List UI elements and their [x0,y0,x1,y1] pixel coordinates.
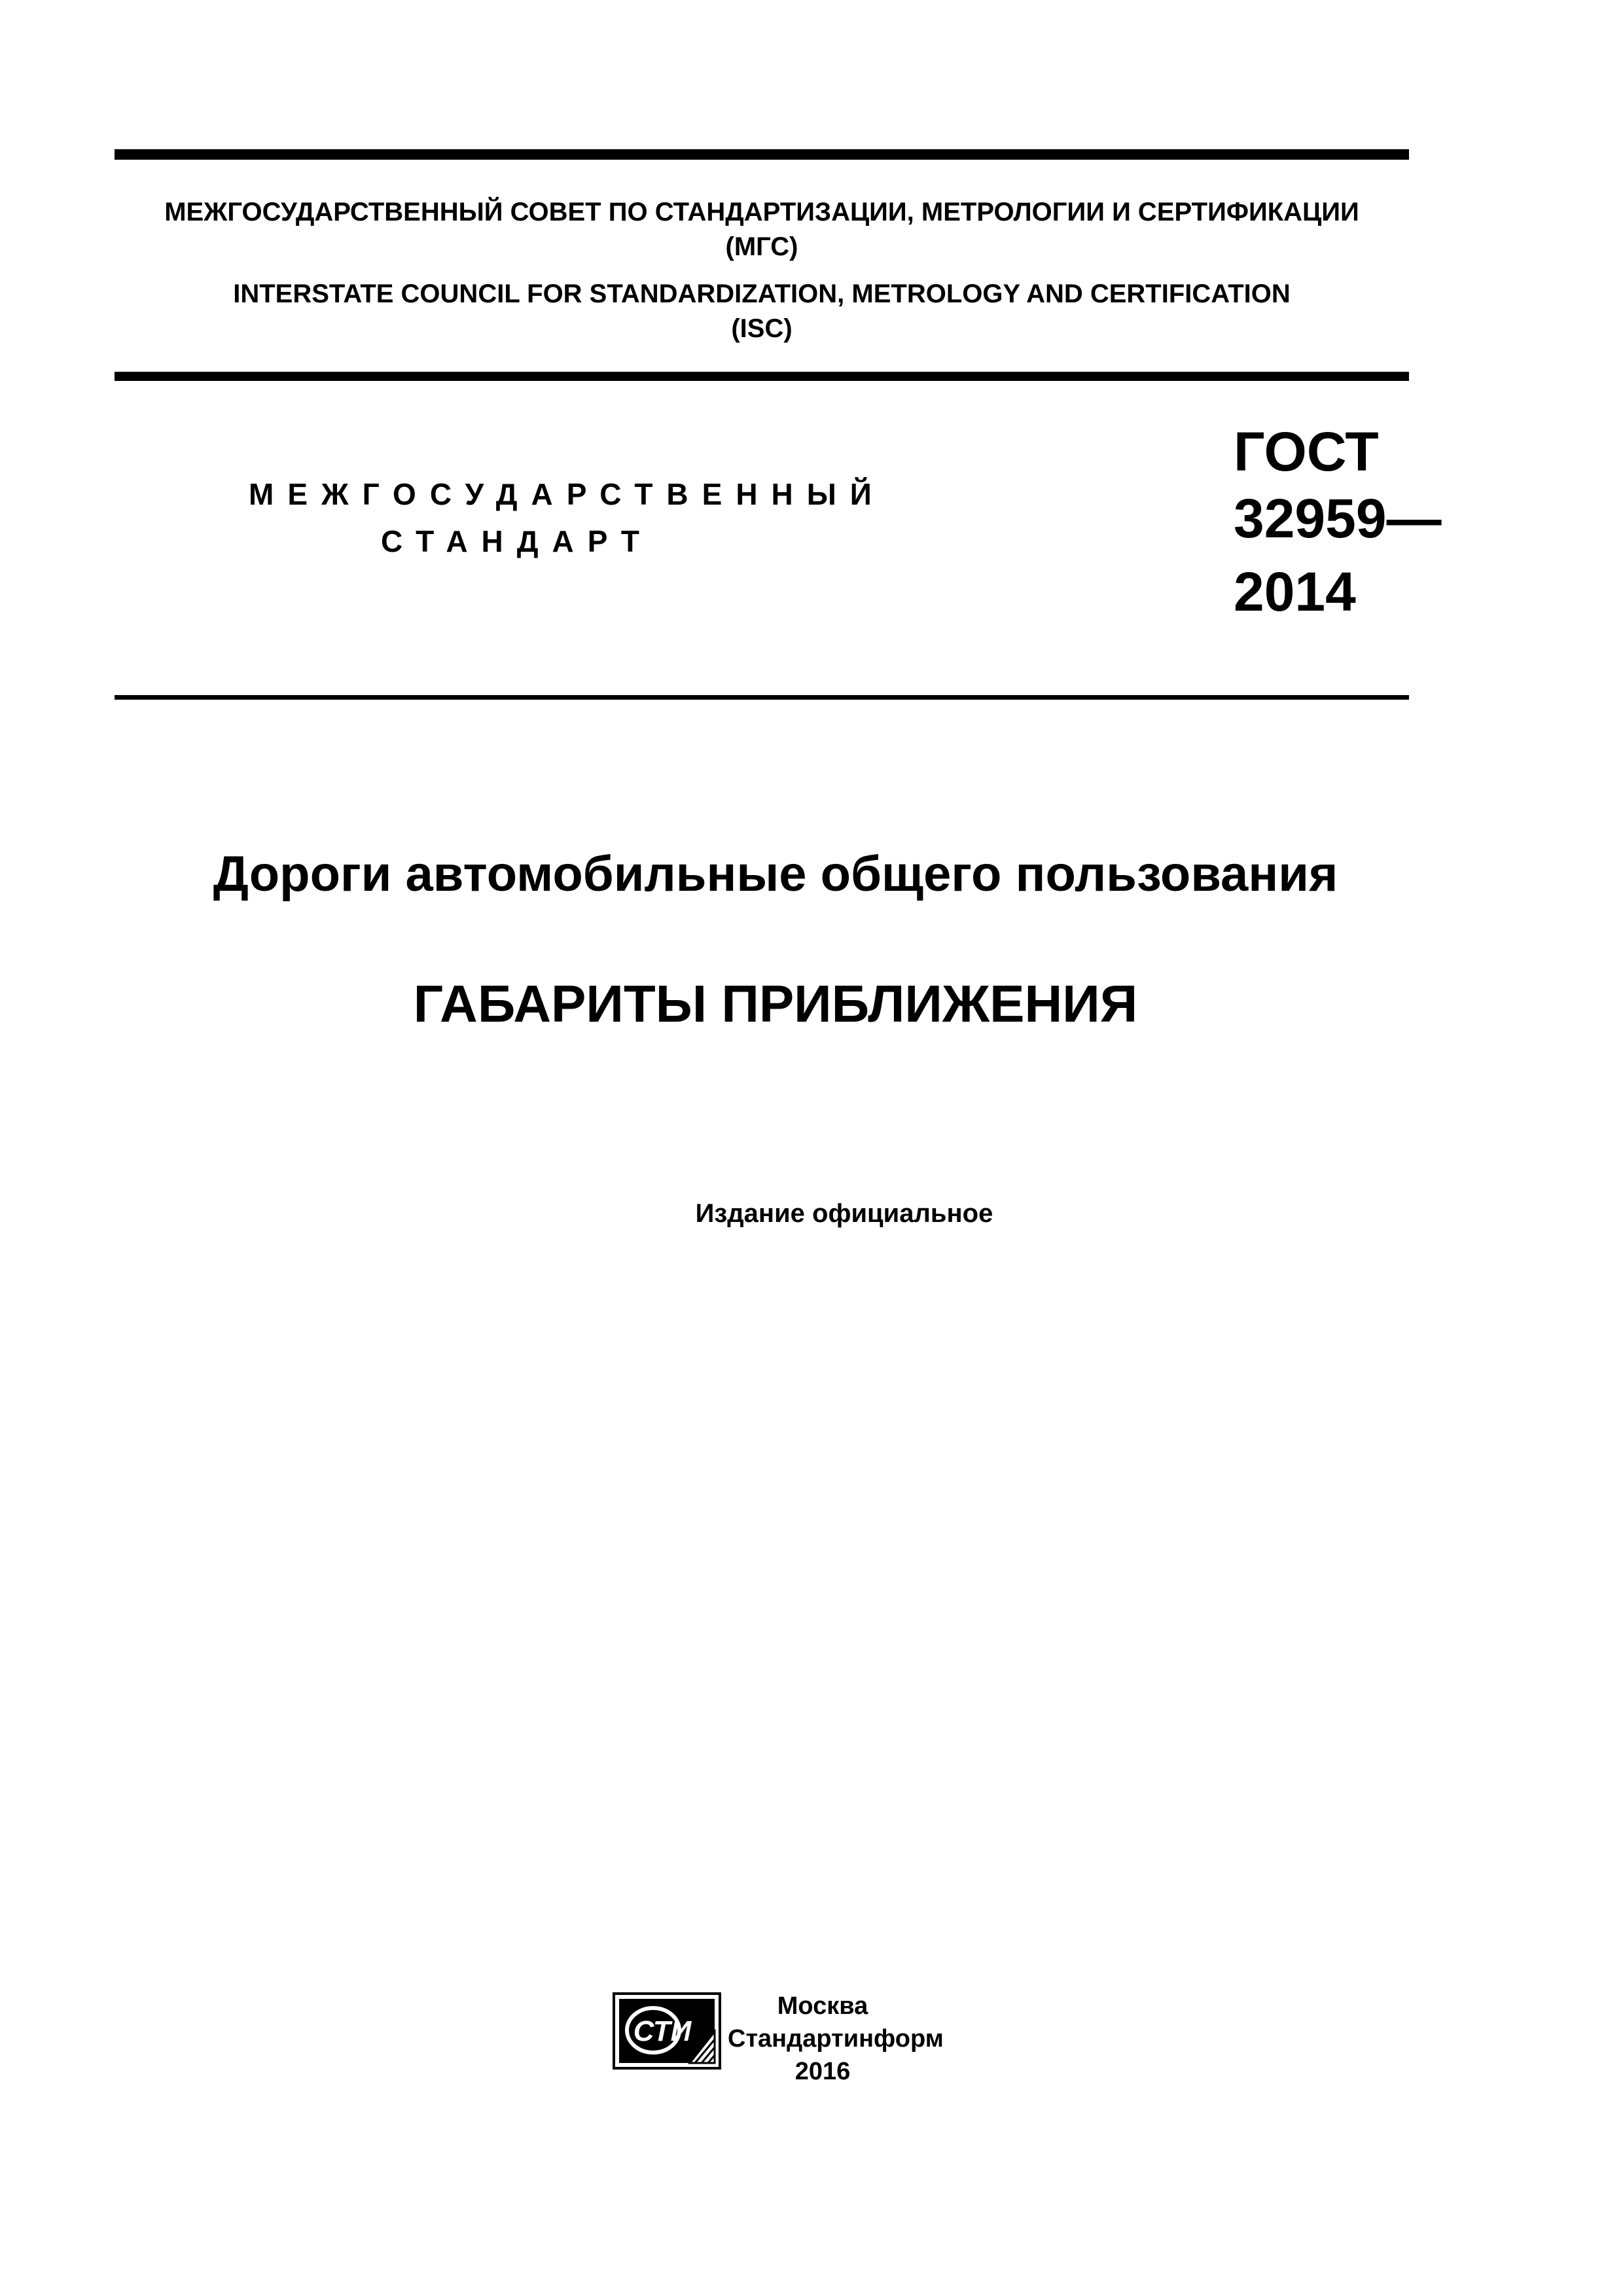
top-rule [115,149,1409,160]
standard-type-line-2: СТАНДАРТ [381,524,653,558]
standartinform-logo-icon [613,1992,721,2070]
middle-rule [115,372,1409,381]
council-abbr-en: (ISC) [731,314,793,343]
document-title: Дороги автомобильные общего пользования [213,846,1338,902]
council-name-ru: МЕЖГОСУДАРСТВЕННЫЙ СОВЕТ ПО СТАНДАРТИЗАЦИИ, МЕТРОЛОГИИ И СЕРТИФИКАЦИИ [164,198,1359,226]
standard-type-line-1: МЕЖГОСУДАРСТВЕННЫЙ [249,477,885,511]
gost-number: 32959— [1234,488,1442,549]
gost-label: ГОСТ [1234,421,1379,482]
gost-year: 2014 [1234,561,1356,622]
edition-label: Издание официальное [695,1199,993,1228]
council-abbr-ru: (МГС) [725,232,798,261]
document-subtitle: ГАБАРИТЫ ПРИБЛИЖЕНИЯ [413,975,1138,1033]
publisher-name: Стандартинформ [728,2025,944,2053]
logo-text: СТИ [633,2015,692,2047]
publication-year: 2016 [794,2058,851,2085]
council-name-en: INTERSTATE COUNCIL FOR STANDARDIZATION, METROLOGY AND CERTIFICATION [233,279,1291,308]
publisher-city: Москва [777,1992,868,2020]
lower-rule [115,695,1409,700]
